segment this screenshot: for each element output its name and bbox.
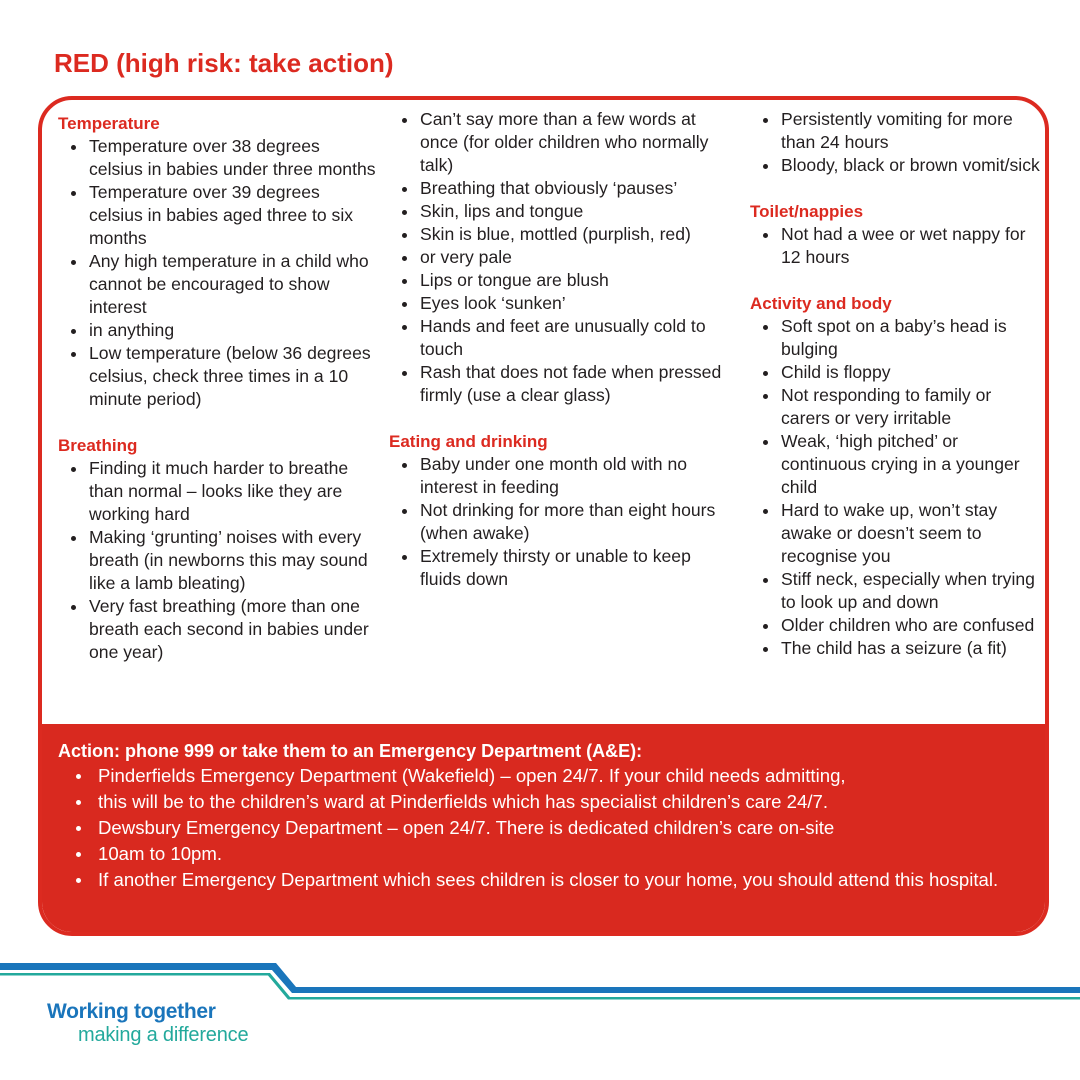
symptom-item: Not responding to family or carers or very irritable <box>750 384 1040 430</box>
section-heading: Eating and drinking <box>389 432 548 451</box>
section-heading: Temperature <box>58 114 160 133</box>
symptom-item: Stiff neck, especially when trying to look up and down <box>750 568 1040 614</box>
logo <box>47 1000 248 1046</box>
symptom-item: Skin, lips and tongue <box>389 200 735 223</box>
symptom-list <box>389 108 735 407</box>
symptom-item: Temperature over 39 degrees celsius in babies aged three to six months <box>58 181 378 250</box>
action-heading: Action: phone 999 or take them to an Emergency Department (A&E): <box>58 741 643 761</box>
symptom-list <box>389 453 735 591</box>
symptom-item: Not had a wee or wet nappy for 12 hours <box>750 223 1040 269</box>
symptom-item: Bloody, black or brown vomit/sick <box>750 154 1040 177</box>
symptom-item: Hard to wake up, won’t stay awake or doesn’t seem to recognise you <box>750 499 1040 568</box>
action-item: Dewsbury Emergency Department – open 24/7. There is dedicated children’s care on-site <box>62 815 1022 841</box>
symptom-item: Skin is blue, mottled (purplish, red) <box>389 223 735 246</box>
section-spacer <box>389 407 735 430</box>
section-heading: Activity and body <box>750 294 892 313</box>
symptom-item: The child has a seizure (a fit) <box>750 637 1040 660</box>
logo-line-1: Working together <box>47 1000 216 1023</box>
logo-line-2: making a difference <box>78 1024 249 1046</box>
symptom-item: Hands and feet are unusually cold to touch <box>389 315 735 361</box>
section-spacer <box>750 177 1040 200</box>
symptom-list <box>58 457 378 664</box>
symptom-item: Persistently vomiting for more than 24 hours <box>750 108 1040 154</box>
symptom-item: in anything <box>58 319 378 342</box>
page-title: RED (high risk: take action) <box>54 48 394 78</box>
symptom-item: Can’t say more than a few words at once (for older children who normally talk) <box>389 108 735 177</box>
symptom-item: Soft spot on a baby’s head is bulging <box>750 315 1040 361</box>
symptom-item: Extremely thirsty or unable to keep fluids down <box>389 545 735 591</box>
section-spacer <box>58 411 378 434</box>
symptom-item: Any high temperature in a child who cannot be encouraged to show interest <box>58 250 378 319</box>
symptom-item: Rash that does not fade when pressed firmly (use a clear glass) <box>389 361 735 407</box>
symptom-list <box>750 223 1040 269</box>
symptom-item: Very fast breathing (more than one breath each second in babies under one year) <box>58 595 378 664</box>
symptom-list <box>58 135 378 411</box>
red-risk-panel <box>38 96 1049 936</box>
symptom-item: or very pale <box>389 246 735 269</box>
section-spacer <box>750 269 1040 292</box>
symptom-item: Baby under one month old with no interest in feeding <box>389 453 735 499</box>
symptom-item: Eyes look ‘sunken’ <box>389 292 735 315</box>
footer-stripe-decoration <box>0 955 1080 1000</box>
column-1 <box>58 112 378 664</box>
symptom-item: Temperature over 38 degrees celsius in babies under three months <box>58 135 378 181</box>
symptom-item: Lips or tongue are blush <box>389 269 735 292</box>
symptom-item: Not drinking for more than eight hours (when awake) <box>389 499 735 545</box>
symptom-item: Finding it much harder to breathe than normal – looks like they are working hard <box>58 457 378 526</box>
symptom-list <box>750 315 1040 660</box>
symptom-list <box>750 108 1040 177</box>
action-item: If another Emergency Department which sees children is closer to your home, you should attend this hospital. <box>62 867 1022 893</box>
section-heading: Breathing <box>58 436 138 455</box>
action-box <box>42 724 1045 932</box>
footer-teal-stripe <box>0 973 1080 1000</box>
action-item: 10am to 10pm. <box>62 841 1022 867</box>
action-item: Pinderfields Emergency Department (Wakefield) – open 24/7. If your child needs admitting, <box>62 763 1022 789</box>
section-heading: Toilet/nappies <box>750 202 864 221</box>
action-list <box>62 763 1022 893</box>
symptom-item: Making ‘grunting’ noises with every breath (in newborns this may sound like a lamb bleating) <box>58 526 378 595</box>
column-2 <box>389 108 735 591</box>
footer-blue-stripe <box>0 963 1080 993</box>
column-3 <box>750 108 1040 660</box>
symptom-item: Child is floppy <box>750 361 1040 384</box>
symptom-item: Low temperature (below 36 degrees celsius, check three times in a 10 minute period) <box>58 342 378 411</box>
symptom-item: Weak, ‘high pitched’ or continuous crying in a younger child <box>750 430 1040 499</box>
action-item: this will be to the children’s ward at Pinderfields which has specialist children’s care 24/7. <box>62 789 1022 815</box>
symptom-item: Breathing that obviously ‘pauses’ <box>389 177 735 200</box>
symptom-item: Older children who are confused <box>750 614 1040 637</box>
